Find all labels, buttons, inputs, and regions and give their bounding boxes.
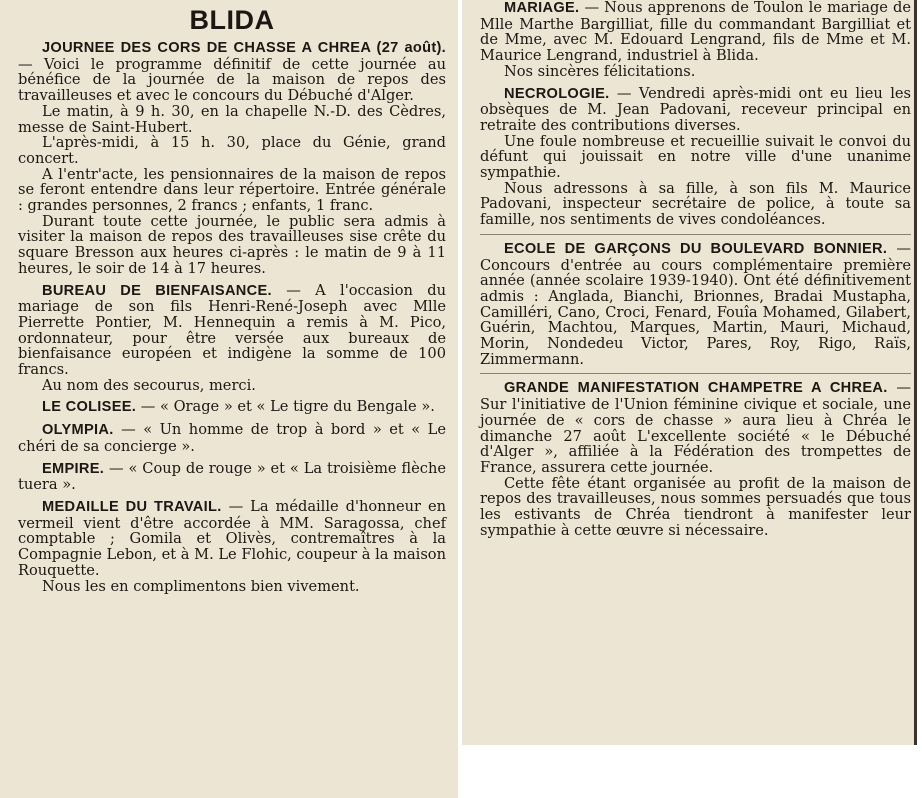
article-bureau-bienfaisance — [18, 283, 446, 394]
article-paragraph: JOURNEE DES CORS DE CHASSE A CHREA (27 août). — Voici le programme définitif de cette journée au bénéfice de la journée de la maison de repos des travailleuses et avec le concours du Débuché d'Alger. — [18, 40, 446, 105]
article-paragraph: Nous les en complimentons bien vivement. — [42, 577, 360, 595]
article-heading: NECROLOGIE. — [504, 85, 610, 102]
article-paragraph: EMPIRE. — « Coup de rouge » et « La troisième flèche tuera ». — [18, 459, 447, 494]
article-mariage — [480, 0, 911, 80]
article-paragraph: Nous adressons à sa fille, à son fils M. Maurice Padovani, inspecteur secrétaire de police, à toute sa famille, nos sentiments de vives condoléances. — [480, 179, 911, 229]
article-paragraph: OLYMPIA. — « Un homme de trop à bord » et « Le chéri de sa concierge ». — [18, 421, 447, 455]
article-paragraph: L'après-midi, à 15 h. 30, place du Génie, grand concert. — [18, 134, 446, 167]
article-paragraph: Le matin, à 9 h. 30, en la chapelle N.-D. des Cèdres, messe de Saint-Hubert. — [18, 102, 446, 136]
column-rule — [480, 234, 911, 235]
article-paragraph: Durant toute cette journée, le public sera admis à visiter la maison de repos des travailleuses sise crête du square Bresson aux heures ci-après : le matin de 9 à 11 heures, le soir de 14 à 17 heures. — [18, 212, 446, 277]
article-heading: LE COLISEE. — [42, 399, 137, 416]
article-paragraph: BUREAU DE BIENFAISANCE. — A l'occasion du mariage de son fils Henri-René-Joseph avec Mlle Pierrette Pontier, M. Hennequin a remis à M. Pico, ordonnateur, pour être versée aux bureaux de bienfaisance européen et indigène la somme de 100 francs. — [18, 281, 447, 379]
article-manifestation-champetre — [480, 380, 911, 538]
article-heading: EMPIRE. — [42, 460, 105, 477]
article-olympia — [18, 422, 446, 454]
article-medaille-travail — [18, 499, 446, 594]
article-heading: BUREAU DE BIENFAISANCE. — [42, 282, 272, 299]
article-heading: GRANDE MANIFESTATION CHAMPETRE A CHREA. — [504, 380, 888, 397]
article-paragraph: Au nom des secourus, merci. — [42, 376, 256, 394]
article-paragraph: LE COLISEE. — « Orage » et « Le tigre du Bengale ». — [42, 398, 435, 416]
article-heading: ECOLE DE GARÇONS DU BOULEVARD BONNIER. — [504, 240, 888, 257]
article-paragraph: A l'entr'acte, les pensionnaires de la maison de repos se feront entendre dans leur répertoire. Entrée générale : grandes personnes, 2 francs ; enfants, 1 franc. — [18, 165, 446, 215]
article-heading: MEDAILLE DU TRAVAIL. — [42, 498, 222, 515]
article-empire — [18, 461, 446, 493]
article-paragraph: ECOLE DE GARÇONS DU BOULEVARD BONNIER. — Concours d'entrée au cours complémentaire première année (année scolaire 1939-1940). Ont été définitivement admis : Anglada, Bianchi, Brionnes, Bradai Mustapha, Camilléri, Cano, Croci, Fenard, Fouîa Mohamed, Gilabert, Guérin, Machtou, Marques, Martin, Mauri, Michaud, Morin, Nondedeu Victor, Pares, Roy, Rigo, Raïs, Zimmermann. — [480, 239, 911, 368]
article-paragraph: MARIAGE. — Nous apprenons de Toulon le mariage de Mlle Marthe Bargilliat, fille du commandant Bargilliat et de Mme, avec M. Edouard Lengrand, fils de Mme et M. Maurice Lengrand, industriel à Blida. — [480, 0, 912, 65]
section-headline: BLIDA — [189, 5, 275, 35]
article-paragraph: MEDAILLE DU TRAVAIL. — La médaille d'honneur en vermeil vient d'être accordée à MM. Saragossa, chef comptable ; Gomila et Olivès, contremaîtres à la Compagnie Lebon, et à M. Le Flohic, coupeur à la maison Rouquette. — [18, 497, 446, 579]
right-column — [462, 0, 917, 745]
article-necrologie — [480, 86, 911, 228]
article-paragraph: NECROLOGIE. — Vendredi après-midi ont eu lieu les obsèques de M. Jean Padovani, receveur principal en retraite des contributions diverses. — [480, 84, 912, 134]
article-paragraph: GRANDE MANIFESTATION CHAMPETRE A CHREA. — Sur l'initiative de l'Union féminine civique et sociale, une journée de « cors de chasse » aura lieu à Chréa le dimanche 27 août L'excellente société « le Débuché d'Alger », affiliée à la Fédération des trompettes de France, assurera cette journée. — [480, 379, 912, 476]
article-colisee — [18, 399, 446, 416]
column-rule — [480, 373, 911, 374]
article-heading: JOURNEE DES CORS DE CHASSE A CHREA (27 août). — [42, 40, 446, 56]
article-heading: MARIAGE. — [504, 0, 580, 16]
article-journee-cors — [18, 40, 446, 277]
article-paragraph: Une foule nombreuse et recueillie suivait le convoi du défunt qui jouissait en notre ville d'une unanime sympathie. — [480, 132, 911, 182]
article-paragraph: Cette fête étant organisée au profit de la maison de repos des travailleuses, nous sommes persuadés que tous les estivants de Chréa tiendront à manifester leur sympathie à cette œuvre si nécessaire. — [480, 474, 911, 539]
left-column — [0, 0, 458, 798]
article-ecole-garcons — [480, 241, 911, 368]
article-paragraph: Nos sincères félicitations. — [504, 62, 696, 80]
article-heading: OLYMPIA. — [42, 422, 114, 439]
